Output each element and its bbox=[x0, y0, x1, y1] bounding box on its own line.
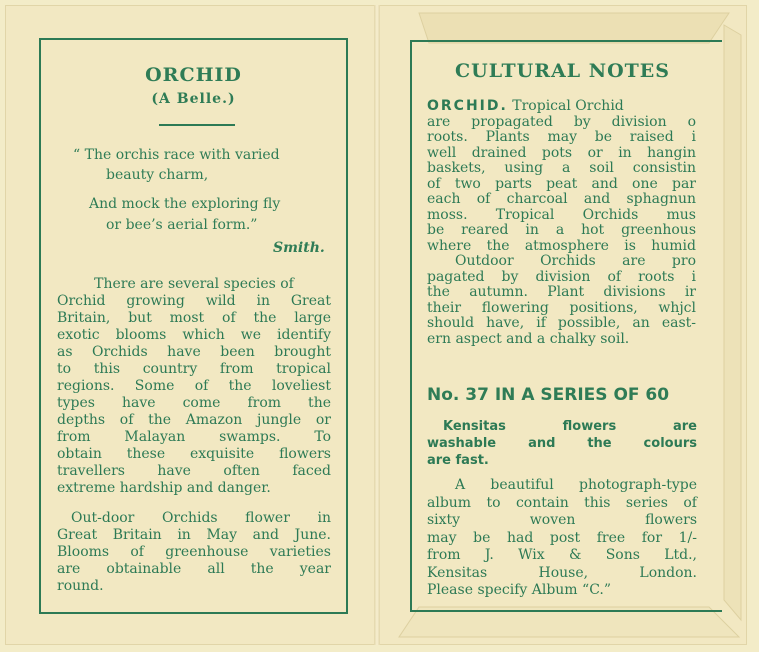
text-line: where the atmosphere is humid bbox=[427, 237, 696, 254]
text-line: well drained pots or in hangin bbox=[427, 144, 696, 161]
text-line: There are several species of bbox=[94, 276, 294, 292]
text-line: Out-door Orchids flower in bbox=[71, 510, 331, 526]
text-line: be reared in a hot greenhous bbox=[427, 222, 696, 238]
series-number-heading: No. 37 IN A SERIES OF 60 bbox=[427, 385, 670, 405]
text-line: pagated by division of roots i bbox=[427, 268, 696, 285]
text-line: travellers have often faced bbox=[57, 463, 331, 479]
poem-line: And mock the exploring fly bbox=[89, 196, 281, 212]
text-line: Please specify Album “C.” bbox=[427, 582, 612, 598]
text-line: depths of the Amazon jungle or bbox=[57, 412, 331, 428]
text-line: each of charcoal and sphagnun bbox=[427, 191, 696, 207]
text-line: from Malayan swamps. To bbox=[57, 429, 331, 445]
right-flap bbox=[724, 25, 741, 620]
poem-attribution: Smith. bbox=[273, 240, 325, 256]
notes-lead: ORCHID. bbox=[427, 99, 508, 114]
divider-rule bbox=[159, 124, 235, 126]
text-line: Kensitas flowers are bbox=[443, 419, 697, 434]
text-line: of two parts peat and one par bbox=[427, 175, 696, 192]
text-line: Great Britain in May and June. bbox=[57, 527, 331, 543]
text-line: Outdoor Orchids are pro bbox=[455, 253, 696, 269]
album-offer bbox=[427, 477, 697, 600]
text-line: washable and the colours bbox=[427, 436, 697, 451]
text-line: extreme hardship and danger. bbox=[57, 480, 271, 496]
page-title: ORCHID bbox=[145, 64, 242, 86]
top-flap bbox=[419, 13, 729, 43]
text-line: roots. Plants may be raised i bbox=[427, 129, 696, 145]
text-line: round. bbox=[57, 578, 104, 594]
text-line: A beautiful photograph-type bbox=[455, 477, 697, 493]
cultural-notes-body bbox=[427, 99, 696, 347]
paragraph-flowering bbox=[57, 510, 331, 595]
text-line: are fast. bbox=[427, 453, 489, 468]
text-line: as Orchids have been brought bbox=[57, 344, 331, 360]
subtitle: (A Belle.) bbox=[151, 91, 236, 107]
text-line: types have come from the bbox=[57, 395, 331, 411]
text-line: may be had post free for 1/- bbox=[427, 529, 697, 546]
text-line: exotic blooms which we identify bbox=[57, 327, 331, 343]
text-line: baskets, using a soil consistin bbox=[427, 160, 696, 176]
text-line: their flowering positions, whjcl bbox=[427, 299, 696, 316]
text-line: Britain, but most of the large bbox=[57, 310, 331, 326]
text-line: obtain these exquisite flowers bbox=[57, 446, 331, 462]
text-line: regions. Some of the loveliest bbox=[57, 378, 331, 394]
text-line: album to contain this series of bbox=[427, 494, 697, 511]
cultural-notes-title: CULTURAL NOTES bbox=[455, 60, 670, 82]
washable-note bbox=[427, 419, 697, 470]
text-line: ORCHID. Tropical Orchid bbox=[427, 99, 624, 114]
text-line: sixty woven flowers bbox=[427, 512, 697, 528]
poem-line: or bee’s aerial form.” bbox=[106, 217, 258, 233]
text-line: moss. Tropical Orchids mus bbox=[427, 206, 696, 223]
text-line: Orchid growing wild in Great bbox=[57, 293, 331, 309]
poem-line: beauty charm, bbox=[106, 167, 209, 183]
text-line: should have, if possible, an east- bbox=[427, 315, 696, 331]
text-line: the autumn. Plant divisions ir bbox=[427, 284, 696, 300]
text-line: Blooms of greenhouse varieties bbox=[57, 544, 331, 560]
paragraph-intro bbox=[57, 276, 331, 497]
text-line: are obtainable all the year bbox=[57, 561, 331, 577]
poem-line: “ The orchis race with varied bbox=[73, 147, 280, 163]
text-line: are propagated by division o bbox=[427, 113, 696, 130]
text-line: ern aspect and a chalky soil. bbox=[427, 330, 630, 347]
text-line: Kensitas House, London. bbox=[427, 564, 697, 581]
text-line: to this country from tropical bbox=[57, 361, 331, 377]
text-line: from J. Wix & Sons Ltd., bbox=[427, 547, 697, 563]
